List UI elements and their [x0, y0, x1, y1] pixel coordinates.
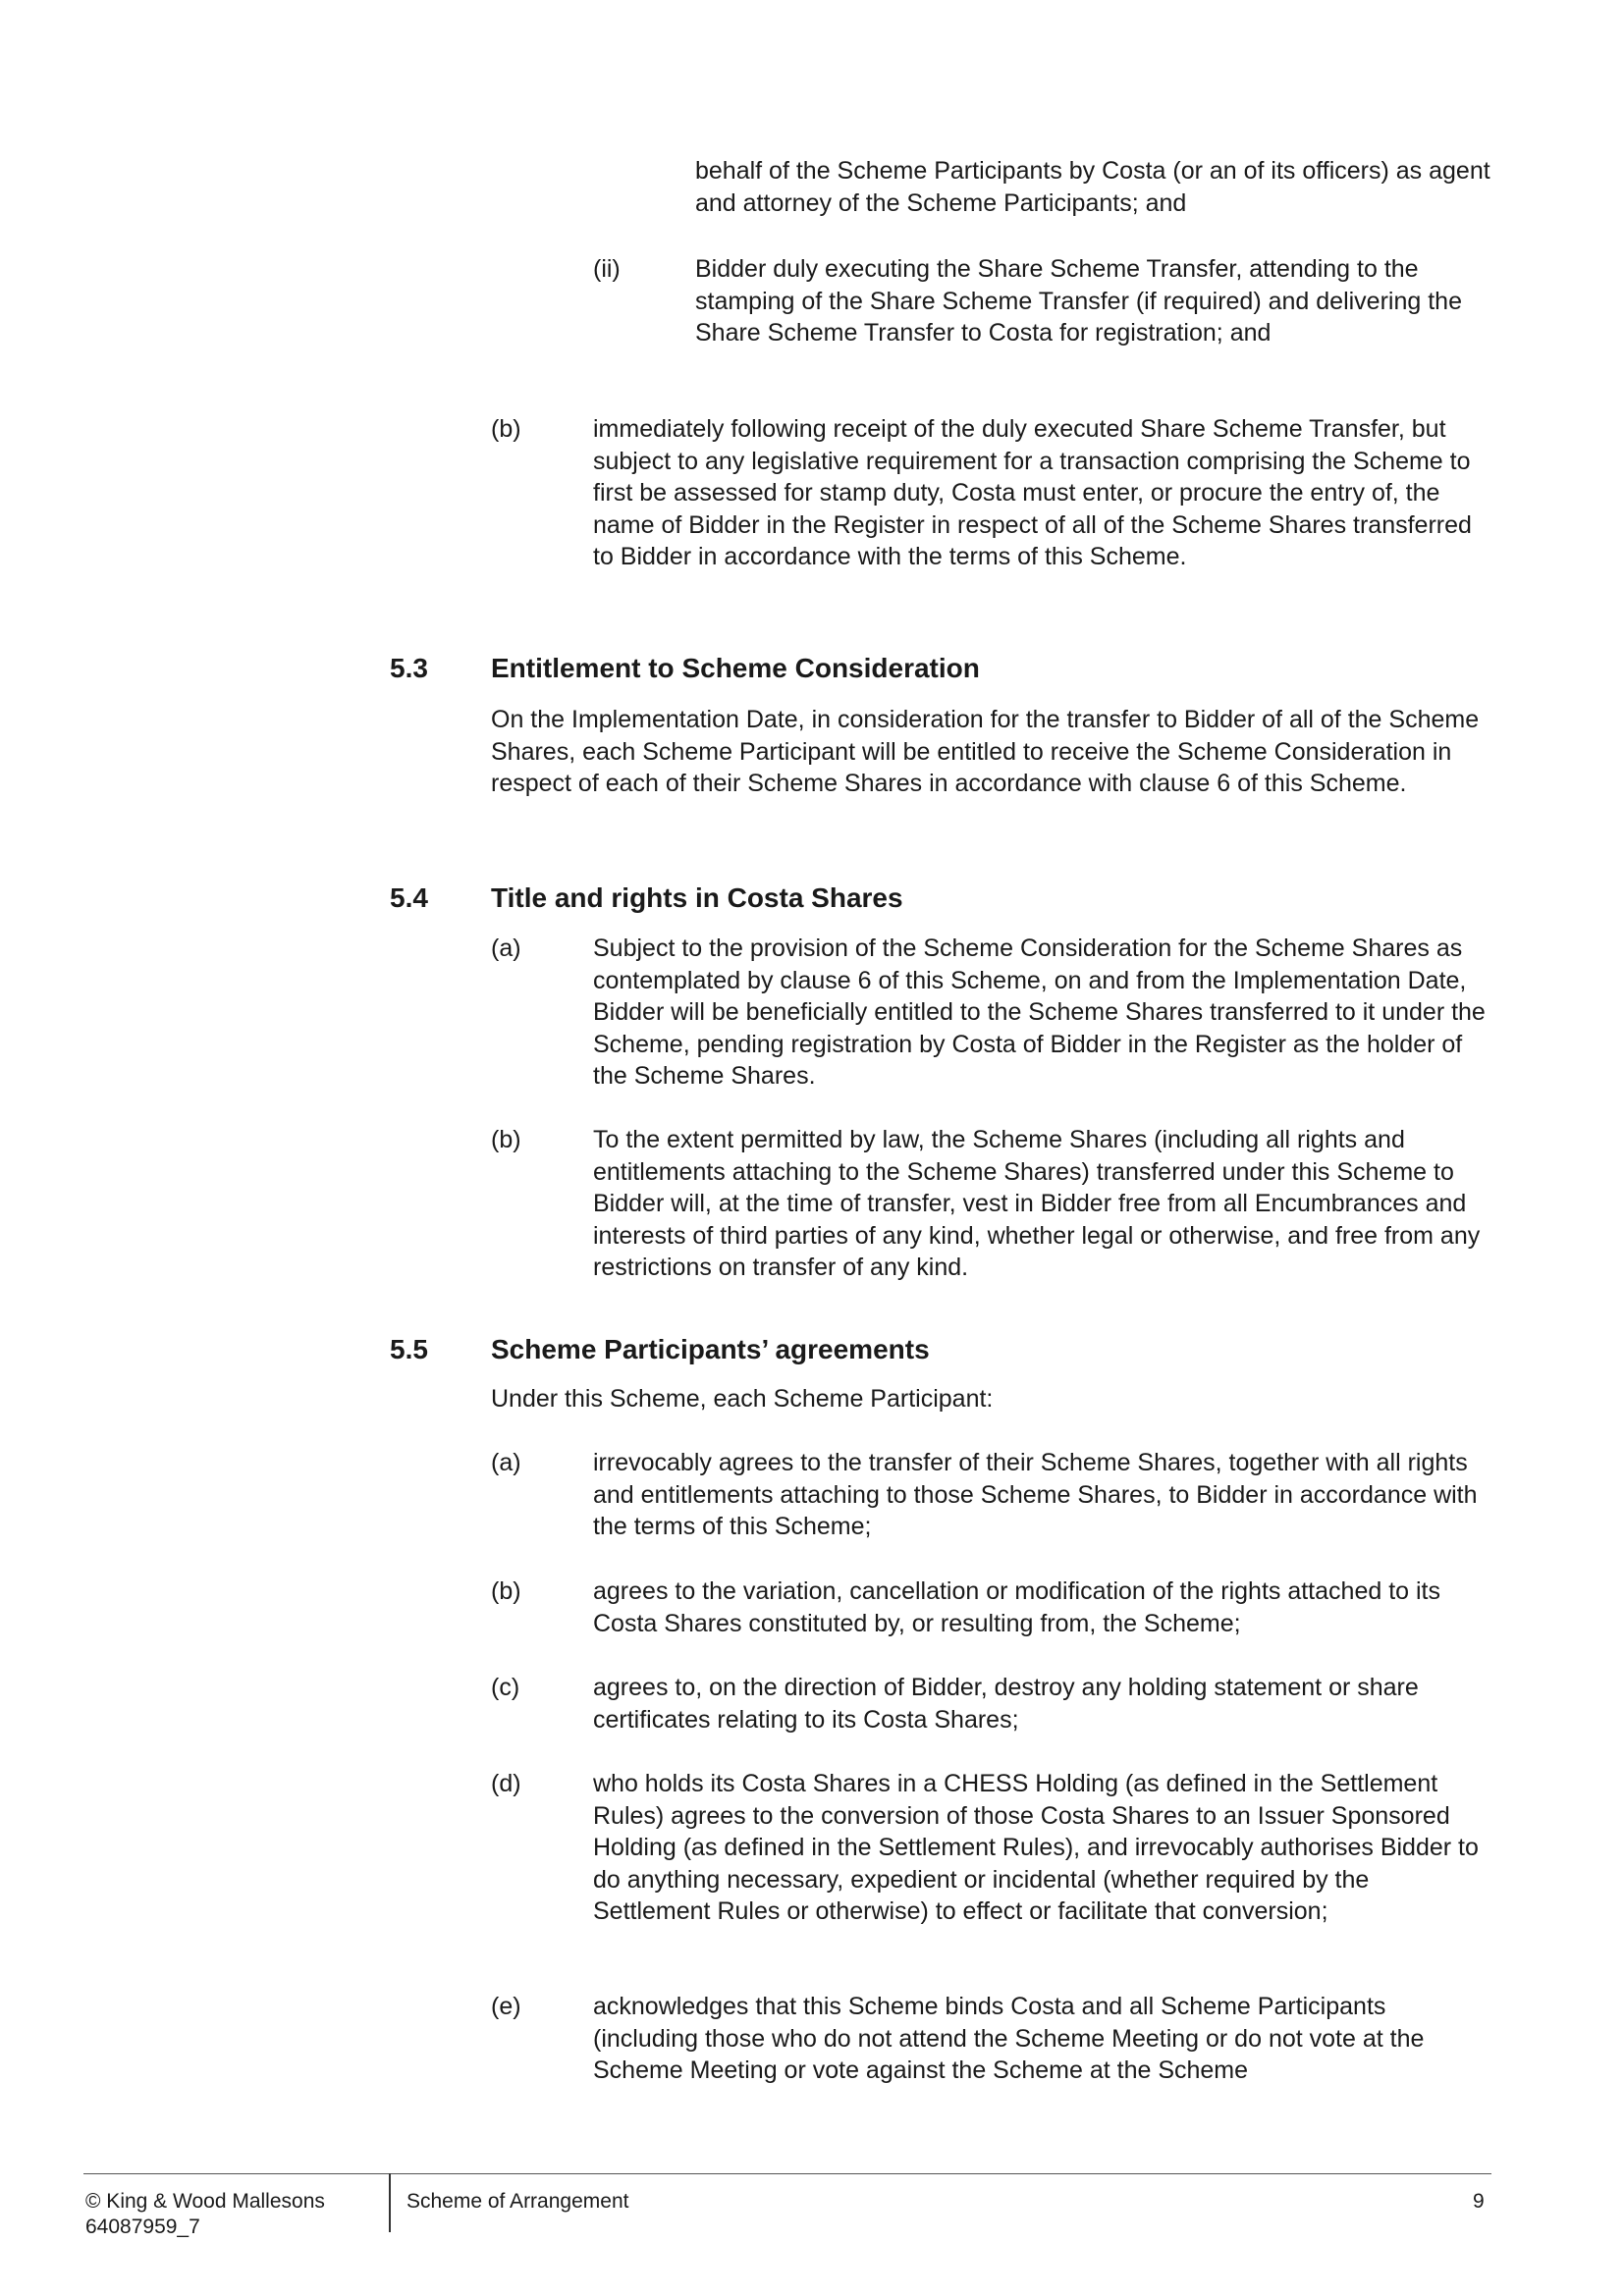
section-5-5-item-label: (b) — [491, 1577, 521, 1605]
section-5-5-item-label: (a) — [491, 1449, 521, 1476]
section-5-5-item-label: (c) — [491, 1674, 520, 1701]
section-5-5-item-label: (d) — [491, 1770, 521, 1797]
section-5-5-item-text: agrees to the variation, cancellation or modification of the rights attached to its Costa Shares constituted by, or resulting from, the Scheme; — [593, 1577, 1440, 1637]
section-5-5-item-text: acknowledges that this Scheme binds Costa and all Scheme Participants (including those who do not attend the Scheme Meeting or do not vote at the Scheme Meeting or vote against the Scheme at the Scheme — [593, 1993, 1425, 2084]
section-5-5-item-text: agrees to, on the direction of Bidder, destroy any holding statement or share certificates relating to its Costa Shares; — [593, 1674, 1419, 1734]
section-5-5-item-text: who holds its Costa Shares in a CHESS Holding (as defined in the Settlement Rules) agrees to the conversion of those Costa Shares to an Issuer Sponsored Holding (as defined in the Settlement Rules), and irrevocably authorises Bidder to do anything necessary, expedient or incidental (whether required by the Settlement Rules or otherwise) to effect or facilitate that conversion; — [593, 1770, 1479, 1925]
section-5-3-body: On the Implementation Date, in consideration for the transfer to Bidder of all of the Scheme Shares, each Scheme Participant will be entitled to receive the Scheme Consideration in respect of each of their Scheme Shares in accordance with clause 6 of this Scheme. — [491, 706, 1480, 797]
item-b-text: immediately following receipt of the duly executed Share Scheme Transfer, but subject to any legislative requirement for a transaction comprising the Scheme to first be assessed for stamp duty, Costa must enter, or procure the entry of, the name of Bidder in the Register in respect of all of the Scheme Shares transferred to Bidder in accordance with the terms of this Scheme. — [593, 415, 1472, 570]
section-5-5-item-text: irrevocably agrees to the transfer of their Scheme Shares, together with all rights and entitlements attaching to those Scheme Shares, to Bidder in accordance with the terms of this Scheme; — [593, 1449, 1478, 1540]
section-5-4-item-label: (a) — [491, 934, 521, 962]
section-5-3-title: Entitlement to Scheme Consideration — [491, 653, 980, 683]
item-b-label: (b) — [491, 415, 521, 443]
section-5-5-number: 5.5 — [390, 1334, 428, 1364]
section-5-4-item-text: To the extent permitted by law, the Scheme Shares (including all rights and entitlements attaching to the Scheme Shares) transferred under this Scheme to Bidder will, at the time of transfer, vest in Bidder free from all Encumbrances and interests of third parties of any kind, whether legal or otherwise, and free from any restrictions on transfer of any kind. — [593, 1126, 1481, 1281]
section-5-5-title: Scheme Participants’ agreements — [491, 1334, 930, 1364]
section-5-3-number: 5.3 — [390, 653, 428, 683]
footer-doc-title: Scheme of Arrangement — [406, 2190, 629, 2213]
section-5-5-intro: Under this Scheme, each Scheme Participant: — [491, 1385, 994, 1413]
footer-doc-id: 64087959_7 — [85, 2216, 200, 2238]
footer-divider — [389, 2173, 391, 2232]
item-i-continuation: behalf of the Scheme Participants by Costa (or an of its officers) as agent and attorney of the Scheme Participants; and — [695, 157, 1490, 217]
section-5-4-title: Title and rights in Costa Shares — [491, 882, 903, 913]
footer-page-number: 9 — [1473, 2190, 1485, 2213]
footer-rule — [83, 2173, 1491, 2174]
item-ii-text: Bidder duly executing the Share Scheme Transfer, attending to the stamping of the Share Scheme Transfer (if required) and delivering the Share Scheme Transfer to Costa for registration; and — [695, 255, 1462, 347]
section-5-4-item-text: Subject to the provision of the Scheme Consideration for the Scheme Shares as contemplated by clause 6 of this Scheme, on and from the Implementation Date, Bidder will be beneficially entitled to the Scheme Shares transferred to it under the Scheme, pending registration by Costa of Bidder in the Register as the holder of the Scheme Shares. — [593, 934, 1486, 1090]
footer-copyright: © King & Wood Mallesons — [85, 2190, 325, 2213]
section-5-5-item-label: (e) — [491, 1993, 521, 2020]
item-ii-label: (ii) — [593, 255, 621, 283]
section-5-4-item-label: (b) — [491, 1126, 521, 1153]
section-5-4-number: 5.4 — [390, 882, 428, 913]
